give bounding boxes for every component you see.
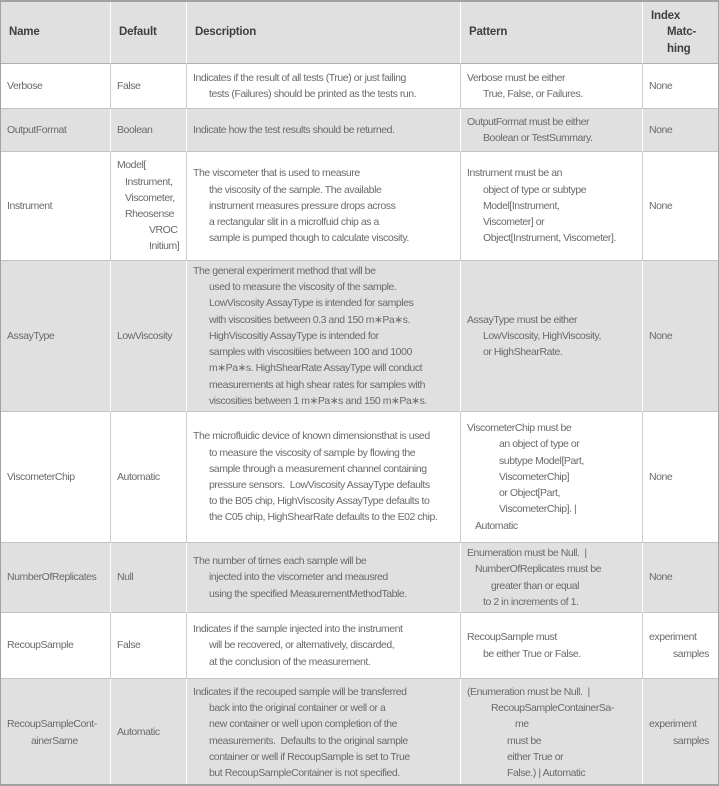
text-line: Automatic [117, 470, 160, 483]
text-line: container or well if RecoupSample is set to True [209, 750, 410, 763]
text-line: new container or well upon completion of the [209, 718, 397, 731]
text-line: False [117, 79, 141, 92]
cell-pattern [461, 109, 643, 152]
cell-index-matching [643, 412, 718, 543]
text-line: Model[ [117, 159, 146, 172]
text-line: the viscosity of the sample. The available [209, 183, 382, 196]
text-line: None [649, 79, 673, 92]
text-line: tests (Failures) should be printed as the tests run. [209, 88, 417, 100]
text-line: ViscometerChip [7, 470, 75, 483]
row-viscometer-chip [1, 412, 718, 543]
text-line: will be recovered, or alternatively, discarded, [209, 639, 395, 652]
text-line: None [649, 470, 673, 483]
text-line: Indicate how the test results should be returned. [193, 123, 395, 136]
cell-description [187, 543, 461, 613]
text-line: NumberOfReplicates [7, 571, 97, 584]
cell-name [1, 109, 111, 152]
column-header-index-matching [643, 2, 718, 64]
text-line: Indicates if the recouped sample will be transferred [193, 685, 407, 698]
header-row [1, 2, 718, 64]
text-line: back into the original container or well or a [209, 702, 386, 715]
row-recoup-sample-container-same [1, 679, 718, 786]
cell-description [187, 64, 461, 109]
cell-index-matching [643, 543, 718, 613]
text-line: None [649, 123, 673, 136]
text-line: Viscometer] or [483, 216, 545, 229]
text-line: or Object[Part, [499, 487, 560, 500]
text-line: but RecoupSampleContainer is not specified. [209, 766, 400, 779]
row-assay-type [1, 261, 718, 412]
text-line: The number of times each sample will be [193, 555, 367, 568]
text-line: greater than or equal [491, 579, 580, 592]
row-recoup-sample [1, 613, 718, 679]
text-line: Instrument, [125, 175, 173, 188]
text-line: Matc- [667, 26, 697, 39]
text-line: Pattern [469, 26, 508, 39]
cell-name [1, 613, 111, 679]
cell-pattern [461, 412, 643, 543]
text-line: Null [117, 571, 134, 584]
parameters-table [1, 2, 718, 786]
text-line: Instrument [7, 199, 53, 212]
text-line: ainerSame [31, 734, 78, 747]
text-line: OutputFormat [7, 123, 67, 136]
cell-default [111, 543, 187, 613]
text-line: True, False, or Failures. [483, 88, 583, 100]
text-line: Enumeration must be Null. | [467, 547, 587, 560]
text-line: an object of type or [499, 438, 580, 451]
cell-default [111, 152, 187, 261]
cell-index-matching [643, 679, 718, 786]
cell-index-matching [643, 64, 718, 109]
text-line: Automatic [475, 519, 518, 532]
text-line: RecoupSampleCont- [7, 718, 97, 731]
text-line: LowViscosity, HighViscosity, [483, 329, 601, 342]
text-line: samples [673, 734, 709, 747]
row-number-of-replicates [1, 543, 718, 613]
text-line: AssayType [7, 329, 55, 342]
cell-default [111, 679, 187, 786]
cell-default [111, 64, 187, 109]
cell-pattern [461, 152, 643, 261]
cell-name [1, 261, 111, 412]
cell-description [187, 613, 461, 679]
cell-name [1, 152, 111, 261]
text-line: HighViscositiy AssayType is intended for [209, 329, 379, 342]
text-line: subtype Model[Part, [499, 454, 584, 467]
text-line: ViscometerChip] [499, 470, 570, 483]
text-line: be either True or False. [483, 647, 581, 660]
text-line: Indicates if the result of all tests (True) or just failing [193, 71, 406, 84]
text-line: RecoupSample [7, 639, 74, 652]
text-line: Model[Instrument, [483, 199, 560, 212]
text-line: Verbose must be either [467, 71, 566, 84]
text-line: either True or [507, 750, 564, 763]
cell-name [1, 412, 111, 543]
cell-description [187, 261, 461, 412]
text-line: with viscosities between 0.3 and 150 m∗Pa∗s. [209, 313, 410, 326]
text-line: or HighShearRate. [483, 346, 563, 359]
text-line: used to measure the viscosity of the sample. [209, 281, 397, 294]
cell-pattern [461, 543, 643, 613]
cell-index-matching [643, 613, 718, 679]
text-line: hing [667, 42, 691, 55]
text-line: to the B05 chip, HighViscosity AssayType defaults to [209, 495, 430, 508]
text-line: (Enumeration must be Null. | [467, 685, 590, 698]
row-instrument [1, 152, 718, 261]
text-line: AssayType must be either [467, 313, 578, 326]
text-line: Instrument must be an [467, 167, 563, 180]
text-line: Index [651, 10, 681, 23]
text-line: Boolean or TestSummary. [483, 132, 593, 144]
text-line: measurements. Defaults to the original sample [209, 734, 408, 747]
text-line: Verbose [7, 79, 43, 92]
text-line: measurements at high shear rates for samples with [209, 378, 426, 391]
column-header-description [187, 2, 461, 64]
text-line: ViscometerChip must be [467, 422, 572, 435]
text-line: VROC [149, 224, 178, 237]
cell-index-matching [643, 152, 718, 261]
column-header-pattern [461, 2, 643, 64]
text-line: to measure the viscosity of sample by flowing the [209, 446, 416, 459]
text-line: experiment [649, 631, 697, 644]
row-verbose [1, 64, 718, 109]
text-line: me [515, 718, 529, 731]
column-header-default [111, 2, 187, 64]
cell-description [187, 152, 461, 261]
text-line: a rectangular slit in a microlfuid chip as a [209, 216, 379, 229]
text-line: False [117, 639, 141, 652]
text-line: LowViscosity AssayType is intended for samples [209, 297, 414, 310]
text-line: The viscometer that is used to measure [193, 167, 360, 180]
text-line: Description [195, 26, 257, 39]
text-line: Object[Instrument, Viscometer]. [483, 232, 616, 245]
text-line: viscosities between 1 m∗Pa∗s and 150 m∗Pa∗s. [209, 394, 427, 407]
text-line: RecoupSampleContainerSa- [491, 702, 614, 715]
text-line: Name [9, 26, 40, 39]
text-line: None [649, 571, 673, 584]
text-line: NumberOfReplicates must be [475, 563, 602, 576]
text-line: None [649, 199, 673, 212]
cell-name [1, 543, 111, 613]
row-output-format [1, 109, 718, 152]
text-line: Rheosense [125, 208, 175, 220]
cell-name [1, 64, 111, 109]
text-line: the C05 chip, HighShearRate defaults to the E02 chip. [209, 511, 438, 524]
text-line: using the specified MeasurementMethodTable. [209, 587, 407, 600]
cell-name [1, 679, 111, 786]
text-line: at the conclusion of the measurement. [209, 655, 371, 668]
cell-default [111, 261, 187, 412]
text-line: LowViscosity [117, 329, 173, 342]
text-line: OutputFormat must be either [467, 115, 590, 128]
text-line: Initium] [149, 240, 180, 253]
cell-description [187, 412, 461, 543]
text-line: Indicates if the sample injected into the instrument [193, 623, 403, 636]
text-line: RecoupSample must [467, 631, 557, 644]
text-line: pressure sensors. LowViscosity AssayType defaults [209, 479, 430, 491]
cell-pattern [461, 64, 643, 109]
text-line: must be [507, 734, 542, 747]
text-line: Default [119, 26, 157, 39]
text-line: ViscometerChip]. | [499, 503, 577, 516]
text-line: samples [673, 647, 709, 660]
cell-default [111, 412, 187, 543]
cell-index-matching [643, 261, 718, 412]
text-line: None [649, 329, 673, 342]
text-line: object of type or subtype [483, 183, 587, 196]
text-line: experiment [649, 718, 697, 731]
text-line: samples with viscositiies between 100 and 1000 [209, 346, 412, 359]
table-body [1, 64, 718, 786]
text-line: m∗Pa∗s. HighShearRate AssayType will conduct [209, 362, 423, 375]
text-line: Viscometer, [125, 191, 175, 204]
text-line: to 2 in increments of 1. [483, 595, 579, 608]
cell-description [187, 109, 461, 152]
cell-pattern [461, 261, 643, 412]
text-line: The general experiment method that will be [193, 265, 376, 278]
column-header-name [1, 2, 111, 64]
text-line: sample is pumped though to calculate viscosity. [209, 232, 409, 245]
text-line: The microfluidic device of known dimensionsthat is used [193, 430, 430, 443]
cell-index-matching [643, 109, 718, 152]
text-line: Boolean [117, 123, 153, 136]
text-line: Automatic [117, 726, 160, 739]
cell-pattern [461, 679, 643, 786]
cell-default [111, 613, 187, 679]
cell-default [111, 109, 187, 152]
table-header [1, 2, 718, 64]
text-line: injected into the viscometer and meausred [209, 571, 388, 584]
cell-pattern [461, 613, 643, 679]
cell-description [187, 679, 461, 786]
text-line: instrument measures pressure drops across [209, 199, 396, 212]
text-line: sample through a measurement channel containing [209, 462, 427, 475]
text-line: False.) | Automatic [507, 766, 586, 779]
